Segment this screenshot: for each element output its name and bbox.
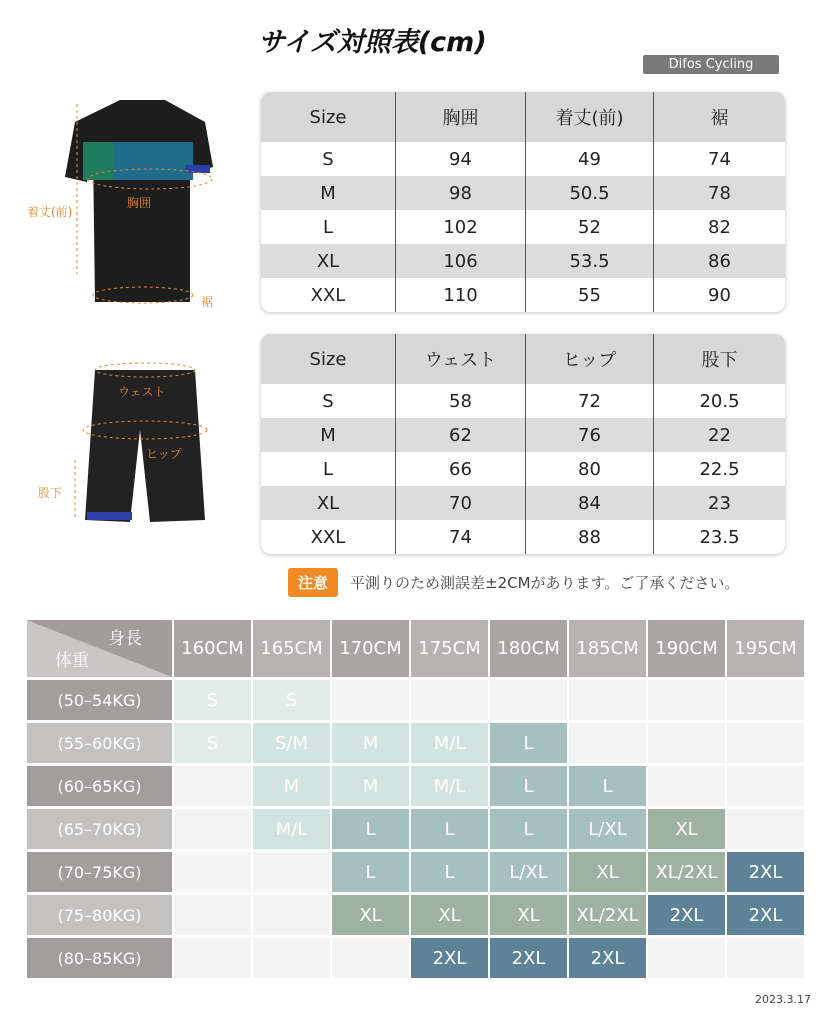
height-header: 180CM — [490, 620, 567, 677]
size-cell: 2XL — [648, 895, 725, 935]
table-cell: XXL — [261, 278, 396, 312]
table-cell: M — [261, 418, 396, 452]
height-header: 170CM — [332, 620, 409, 677]
height-header: 185CM — [569, 620, 646, 677]
table-cell: 50.5 — [526, 176, 654, 210]
size-cell — [174, 809, 251, 849]
size-cell: S — [253, 680, 330, 720]
table-cell: XL — [261, 244, 396, 278]
grid-row — [27, 895, 807, 935]
size-cell: 2XL — [411, 938, 488, 978]
grid-row — [27, 938, 807, 978]
table-cell: 90 — [708, 284, 731, 306]
size-cell: M/L — [411, 723, 488, 763]
table-cell: 102 — [396, 210, 526, 244]
column-header: 裾 — [710, 108, 729, 129]
size-cell: 2XL — [490, 938, 567, 978]
table-cell: 22.5 — [699, 458, 740, 480]
size-cell — [332, 680, 409, 720]
size-cell — [569, 723, 646, 763]
size-cell: 2XL — [727, 895, 804, 935]
table-cell: 78 — [708, 182, 731, 204]
size-cell: XL — [411, 895, 488, 935]
table-cell: XL — [261, 486, 396, 520]
table-header — [261, 334, 785, 384]
size-cell: M — [332, 723, 409, 763]
length-label: 着丈(前) — [27, 205, 73, 219]
height-header: 195CM — [727, 620, 804, 677]
note-text: 平測りのため測誤差±2CMがあります。ご了承ください。 — [350, 574, 740, 592]
size-cell: XL — [490, 895, 567, 935]
size-cell — [569, 680, 646, 720]
size-cell — [727, 938, 804, 978]
table-cell: L — [261, 210, 396, 244]
size-cell: S — [174, 680, 251, 720]
table-row — [261, 142, 785, 176]
table-cell: 58 — [396, 384, 526, 418]
table-cell: XXL — [261, 520, 396, 554]
table-cell: 53.5 — [526, 244, 654, 278]
size-cell: L — [332, 809, 409, 849]
table-row — [261, 418, 785, 452]
table-row — [261, 244, 785, 278]
size-cell — [727, 680, 804, 720]
table-cell: 66 — [396, 452, 526, 486]
size-cell — [727, 809, 804, 849]
column-header: 胸囲 — [396, 92, 526, 142]
size-cell: M — [332, 766, 409, 806]
jersey-size-table — [261, 92, 785, 312]
inseam-label: 股下 — [38, 486, 63, 500]
weight-header: (70–75KG) — [27, 852, 172, 892]
table-cell: 49 — [526, 142, 654, 176]
height-header: 190CM — [648, 620, 725, 677]
size-cell: XL — [648, 809, 725, 849]
grid-row — [27, 766, 807, 806]
table-cell: 98 — [396, 176, 526, 210]
table-cell: 22 — [708, 424, 731, 446]
column-header: Size — [261, 334, 396, 384]
column-header: ヒップ — [526, 334, 654, 384]
size-cell: L/XL — [490, 852, 567, 892]
table-cell: 62 — [396, 418, 526, 452]
note-badge: 注意 — [288, 568, 338, 597]
chest-label: 胸囲 — [127, 196, 152, 210]
table-cell: 74 — [396, 520, 526, 554]
grid-corner — [27, 620, 172, 677]
size-cell — [332, 938, 409, 978]
table-header — [261, 92, 785, 142]
weight-header: (75–80KG) — [27, 895, 172, 935]
table-cell: M — [261, 176, 396, 210]
table-cell: 74 — [708, 148, 731, 170]
hem-label: 裾 — [201, 295, 214, 309]
table-cell: 110 — [396, 278, 526, 312]
height-label: 身長 — [108, 629, 142, 649]
hip-label: ヒップ — [146, 447, 182, 461]
weight-header: (65–70KG) — [27, 809, 172, 849]
size-cell — [490, 680, 567, 720]
size-cell — [411, 680, 488, 720]
size-cell: 2XL — [727, 852, 804, 892]
note — [288, 568, 739, 597]
size-cell: S/M — [253, 723, 330, 763]
table-cell: S — [261, 142, 396, 176]
size-cell: XL — [332, 895, 409, 935]
table-cell: L — [261, 452, 396, 486]
size-cell — [174, 766, 251, 806]
table-cell: 52 — [526, 210, 654, 244]
table-row — [261, 486, 785, 520]
waist-label: ウェスト — [118, 385, 166, 399]
size-cell: M/L — [253, 809, 330, 849]
brand-badge: Difos Cycling — [643, 55, 779, 74]
table-row — [261, 210, 785, 244]
table-cell: 55 — [526, 278, 654, 312]
grid-row — [27, 809, 807, 849]
weight-header: (80–85KG) — [27, 938, 172, 978]
column-header: ウェスト — [396, 334, 526, 384]
size-cell: S — [174, 723, 251, 763]
table-cell: 80 — [526, 452, 654, 486]
weight-header: (50–54KG) — [27, 680, 172, 720]
height-header: 175CM — [411, 620, 488, 677]
size-cell — [253, 852, 330, 892]
grid-row — [27, 723, 807, 763]
size-cell: L — [490, 766, 567, 806]
table-cell: 94 — [396, 142, 526, 176]
size-cell: XL/2XL — [569, 895, 646, 935]
table-cell: 70 — [396, 486, 526, 520]
height-header: 160CM — [174, 620, 251, 677]
size-cell — [648, 723, 725, 763]
weight-header: (60–65KG) — [27, 766, 172, 806]
table-cell: 23.5 — [699, 526, 740, 548]
table-row — [261, 520, 785, 554]
size-cell: L — [569, 766, 646, 806]
column-header: 股下 — [701, 350, 738, 371]
height-header: 165CM — [253, 620, 330, 677]
table-cell: 20.5 — [699, 390, 740, 412]
table-cell: 72 — [526, 384, 654, 418]
table-cell: 23 — [708, 492, 731, 514]
size-cell: XL — [569, 852, 646, 892]
size-cell: M — [253, 766, 330, 806]
size-cell — [174, 895, 251, 935]
table-cell: 84 — [526, 486, 654, 520]
weight-label: 体重 — [55, 651, 89, 671]
column-header: Size — [261, 92, 396, 142]
table-row — [261, 176, 785, 210]
size-cell: L — [332, 852, 409, 892]
size-cell: L — [411, 852, 488, 892]
size-recommendation-grid — [27, 620, 807, 981]
size-cell — [174, 852, 251, 892]
grid-row — [27, 852, 807, 892]
size-cell: 2XL — [569, 938, 646, 978]
table-cell: 82 — [708, 216, 731, 238]
shorts-size-table — [261, 334, 785, 554]
size-cell — [174, 938, 251, 978]
table-cell: 106 — [396, 244, 526, 278]
size-cell — [253, 938, 330, 978]
weight-header: (55–60KG) — [27, 723, 172, 763]
table-row — [261, 452, 785, 486]
column-header: 着丈(前) — [526, 92, 654, 142]
table-row — [261, 278, 785, 312]
table-cell: 86 — [708, 250, 731, 272]
table-cell: S — [261, 384, 396, 418]
table-row — [261, 384, 785, 418]
grid-header-row — [27, 620, 807, 677]
size-cell: L — [411, 809, 488, 849]
size-cell — [253, 895, 330, 935]
table-cell: 76 — [526, 418, 654, 452]
size-cell — [727, 723, 804, 763]
size-cell: L — [490, 723, 567, 763]
size-cell — [648, 766, 725, 806]
size-cell — [648, 680, 725, 720]
page-title: サイズ対照表(cm) — [258, 27, 487, 58]
table-cell: 88 — [526, 520, 654, 554]
size-cell — [727, 766, 804, 806]
grid-row — [27, 680, 807, 720]
size-cell: L — [490, 809, 567, 849]
size-cell — [648, 938, 725, 978]
date: 2023.3.17 — [755, 993, 811, 1006]
size-cell: L/XL — [569, 809, 646, 849]
size-cell: XL/2XL — [648, 852, 725, 892]
size-cell: M/L — [411, 766, 488, 806]
